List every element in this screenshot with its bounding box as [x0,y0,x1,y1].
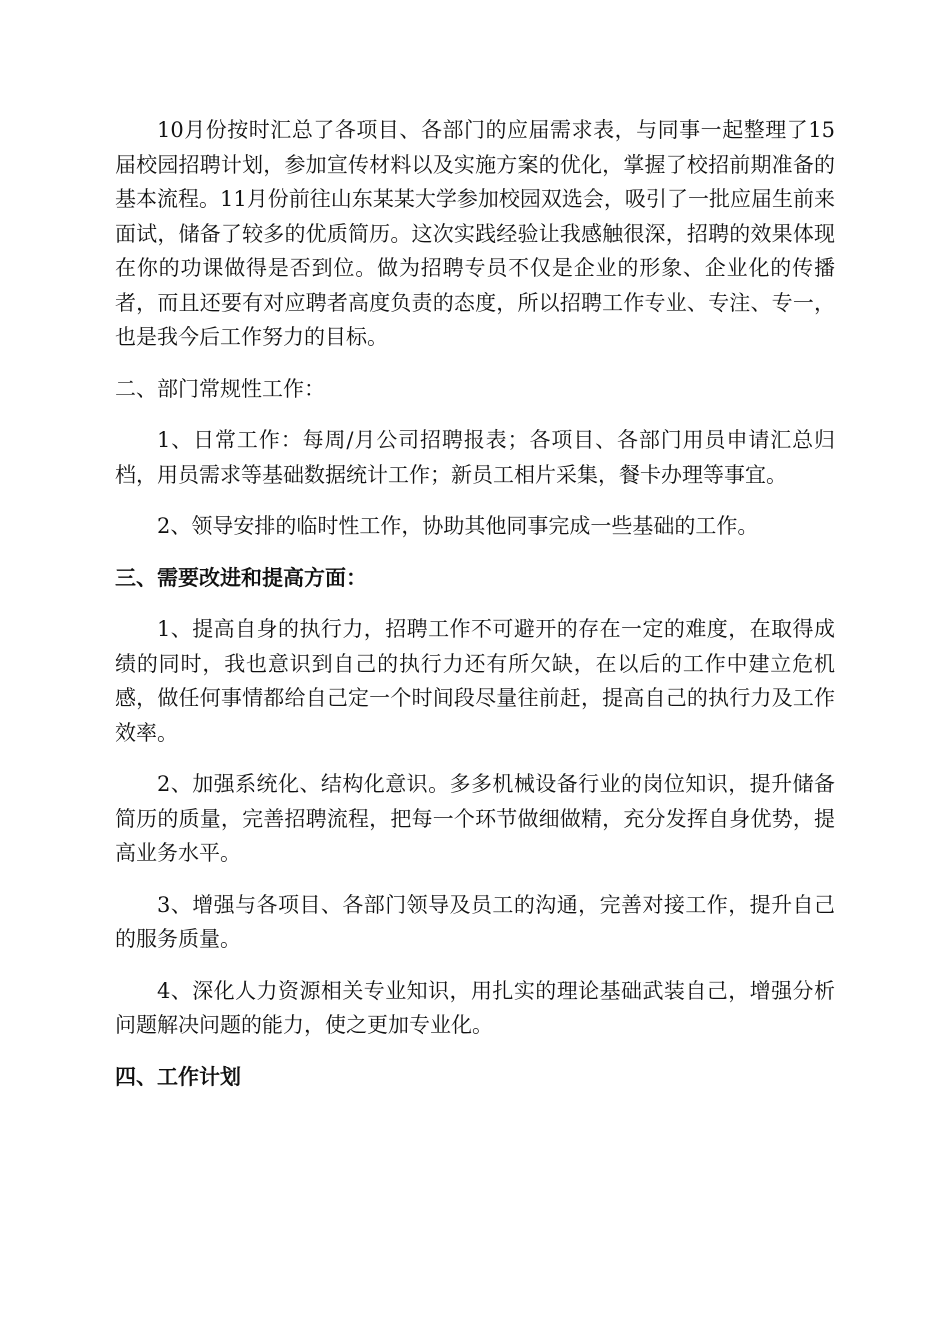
section-heading-work-plan: 四、工作计划 [115,1063,241,1089]
section-heading-improvement: 三、需要改进和提高方面： [115,564,367,590]
routine-item-1: 1、日常工作：每周/月公司招聘报表；各项目、各部门用员申请汇总归档，用员需求等基础数据统计工作；新员工相片采集，餐卡办理等事宜。 [115,428,835,487]
document-page [115,113,835,1111]
improvement-item-1: 1、提高自身的执行力，招聘工作不可避开的存在一定的难度，在取得成绩的同时，我也意识到自己的执行力还有所欠缺，在以后的工作中建立危机感，做任何事情都给自己定一个时间段尽量往前赶，提高自己的执行力及工作效率。 [115,617,835,745]
improvement-item-3: 3、增强与各项目、各部门领导及员工的沟通，完善对接工作，提升自己的服务质量。 [115,892,835,951]
section-heading-routine-work: 二、部门常规性工作： [115,376,325,401]
intro-paragraph: 10月份按时汇总了各项目、各部门的应届需求表，与同事一起整理了15届校园招聘计划，参加宣传材料以及实施方案的优化，掌握了校招前期准备的基本流程。11月份前往山东某某大学参加校园双选会，吸引了一批应届生前来面试，储备了较多的优质简历。这次实践经验让我感触很深，招聘的效果体现在你的功课做得是否到位。做为招聘专员不仅是企业的形象、企业化的传播者，而且还要有对应聘者高度负责的态度，所以招聘工作专业、专注、专一，也是我今后工作努力的目标。 [115,118,835,349]
improvement-item-2: 2、加强系统化、结构化意识。多多机械设备行业的岗位知识，提升储备简历的质量，完善招聘流程，把每一个环节做细做精，充分发挥自身优势，提高业务水平。 [115,772,835,865]
improvement-item-4: 4、深化人力资源相关专业知识，用扎实的理论基础武装自己，增强分析问题解决问题的能力，使之更加专业化。 [115,978,835,1037]
routine-item-2: 2、领导安排的临时性工作，协助其他同事完成一些基础的工作。 [157,514,759,538]
